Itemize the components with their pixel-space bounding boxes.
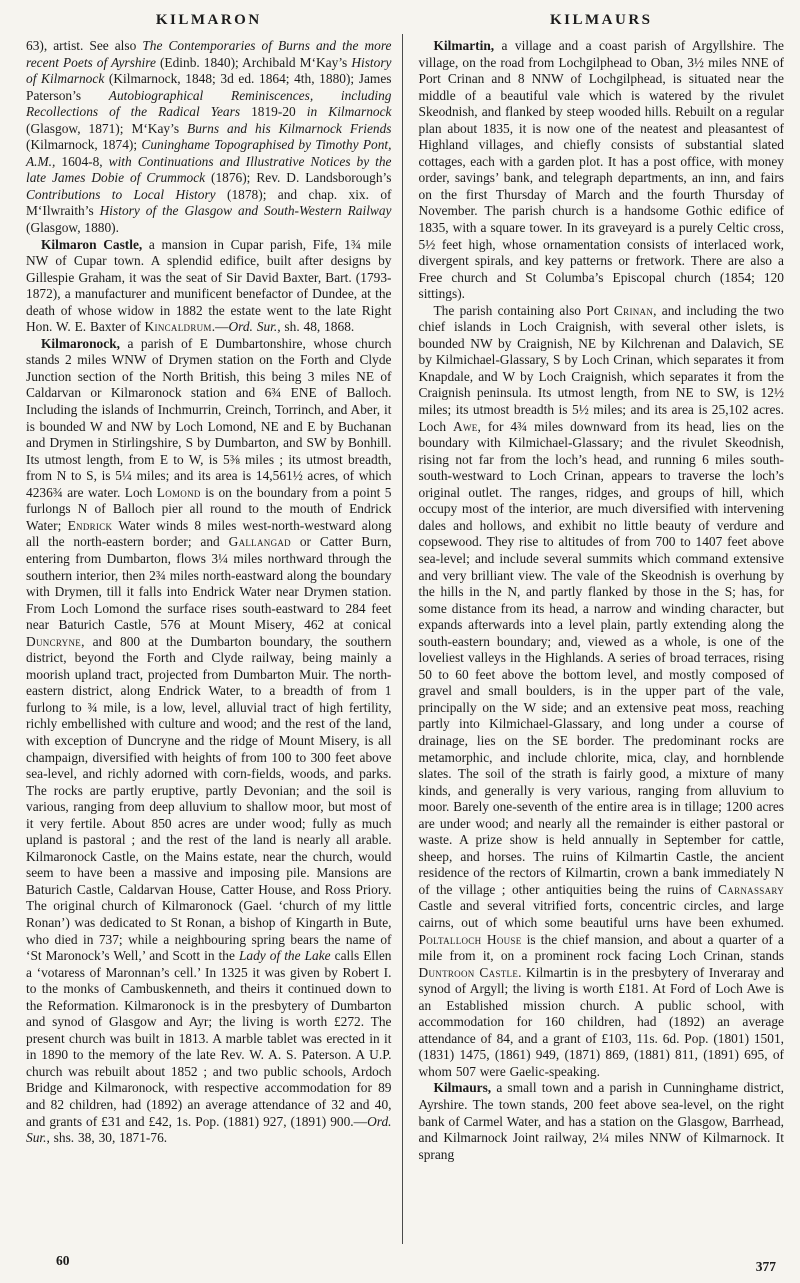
paragraph xyxy=(419,38,785,303)
text-run: (1876); Rev. D. Landsborough’s xyxy=(205,170,392,186)
text-run: (Kilmarnock, 1874); xyxy=(26,137,142,153)
page-number-right: 377 xyxy=(755,1259,776,1274)
text-run: Carnassary xyxy=(718,881,784,897)
left-column xyxy=(26,8,405,1163)
text-run: is on the boundary from a point 5 furlongs N of Balloch pier all round to the mouth of Endrick Water; xyxy=(26,484,392,533)
text-run: 1604-8, xyxy=(55,153,109,169)
text-run: (1878); and chap. xix. of M‘Ilwraith’s xyxy=(26,186,392,219)
text-run: Burns and his Kilmarnock Friends xyxy=(187,120,392,136)
text-run: Crinan xyxy=(613,302,654,318)
text-run: in Kilmarnock xyxy=(306,104,392,120)
text-run: Duntroon Castle xyxy=(418,964,519,980)
text-run: , shs. 38, 30, 1871-76. xyxy=(46,1130,168,1146)
text-run: Lomond xyxy=(156,484,201,500)
text-run: Kilmaron Castle, xyxy=(41,236,143,252)
text-run: . Kilmartin is in the presbytery of Inveraray and synod of Argyll; the living is worth £181. At Ford of Loch Awe is an Established mission church. A public school, with accommodation for 160 children, had (1892) an average attendance of 84, and a grant of £103, 11s. 6d. Pop. (1801) 1501, (1831) 1475, (1861) 949, (1871) 869, (1881) 811, (1891) 695, of whom 507 were Gaelic-speaking. xyxy=(418,964,784,1079)
text-run: Water winds 8 miles west-north-westward along all the north-eastern border; and xyxy=(26,517,392,550)
text-run: Kilmaurs, xyxy=(433,1080,492,1096)
text-run: Ord. Sur. xyxy=(26,1113,392,1146)
text-run: , and 800 at the Dumbarton boundary, the southern district, beyond the Forth and Clyde railway, being mainly a moorish upland tract, projected from Dumbarton Muir. The north-eastern district, along Endrick Water, to a breadth of from 1 furlong to ¾ mile, is a low, level, alluvial tract of high fertility, richly embellished with culture and wood; and the rest of the land, with exception of Duncryne and the ridge of Mount Misery, is all champaign, diversified with heights of from 100 to 300 feet above sea-level, and richly adorned with corn-fields, woods, and parks. The rocks are partly eruptive, partly Devonian; and the soil is various, ranging from deep alluvium to shallow moor, but most of it very fertile. About 850 acres are under wood; fully as much upland is pastoral ; and the rest of the land is nearly all arable. Kilmaronock Castle, on the Mains estate, near the church, would seem to have been a massive and imposing pile. Mansions are Baturich Castle, Caldarvan House, Catter House, and Ross Priory. The original church of Kilmaronock (Gael. ‘church of my little Ronan’) was dedicated to St Ronan, a bishop of Kingarth in Bute, who died in 737; while a neighbouring spring bears the name of ‘St Maronock’s Well,’ and Scott in the xyxy=(26,633,392,964)
text-run: is the chief mansion, and about a quarter of a mile from it, on a prominent rock facing Loch Crinan, stands xyxy=(418,931,784,964)
text-run: (Kilmarnock, 1848; 3d ed. 1864; 4th, 1880); James Paterson’s xyxy=(26,71,392,103)
column-divider xyxy=(402,34,403,1244)
text-run: (Edinb. 1840); Archibald M‘Kay’s xyxy=(155,54,352,70)
text-run: History of the Glasgow and South-Western Railway xyxy=(99,203,392,219)
text-run: Kilmaronock, xyxy=(41,335,120,351)
text-run: , for 4¾ miles downward from its head, lies on the boundary with Kilmichael-Glassary; and the rivulet Skeodnish, rising not far from the loch’s head, and running 6 miles south-south-westward to Loch Crinan, appears to traverse the loch’s original outlet. The ranges, ridges, and groups of hill, which occupy most of the interior, are much diversified with intervening dales and hollows, and exhibit no little beauty of verdure and copsewood. They rise to altitudes of from 700 to 1407 feet above sea-level; and include several summits which command extensive and very brilliant view. The vale of the Skeodnish is overhung by the hills in the N, and partly flanked by those in the S; has, for some distance from its head, a narrow and winding character, but expands afterwards into a level plain, partly extending along the south-eastern boundary; and, viewed as a whole, is one of the loveliest valleys in the Highlands. A series of broad terraces, rising 50 to 60 feet above the bottom level, and mostly composed of gravel and small boulders, is in the upper part of the vale, principally on the W side; and an extensive peat moss, reaching partly into Kilmichael-Glassary, and long under a course of drainage, lies on the SE border. The predominant rocks are metamorphic, and include chlorite, mica, clay, and hornblende slates. The soil of the strath is fairly good, a mixture of many kinds, and generally is very various, ranging from alluvium to moor. Barely one-seventh of the entire area is in tillage; 1200 acres are under wood; and nearly all the remainder is either pastoral or waste. A prize show is held annually in September for cattle, sheep, and horses. The ruins of Kilmartin Castle, the ancient residence of the rectors of Kilmartin, crown a bank immediately N of the village ; other antiquities being the ruins of xyxy=(418,418,784,897)
text-run: Contributions to Local History xyxy=(26,186,216,202)
text-run: 63), artist. See also xyxy=(26,38,143,53)
text-run: a village and a coast parish of Argyllshire. The village, on the road from Lochgilphead to Oban, 3½ miles NNE of Port Crinan and 8 NNW of Lochgilphead, is situated near the middle of a beautiful vale which is watered by the rivulet Skeodnish, and flanked by steep wooded hills. Rebuilt on a regular plan about 1835, it is now one of the neatest and pleasantest of Highland villages, and chiefly consists of substantial slated cottages, each with a garden plot. It has a post office, with money order, savings’ bank, and telegraph departments, an inn, and fairs on the first Thursday of March and the fourth Thursday of November. The parish church is a handsome Gothic edifice of 1835, with a square tower. In its graveyard is a purely Celtic cross, 5½ feet high, whose ornamentation consists of interlaced work, divergent spirals, and key patterns or fretwork. There are also a Free church and St Columba’s Episcopal church (1854; 120 sittings). xyxy=(418,38,784,302)
text-run: 1819-20 xyxy=(240,104,307,120)
page-number-left: 60 xyxy=(56,1253,70,1268)
text-run: calls Ellen a ‘votaress of Maronnan’s cell.’ In 1325 it was given by Robert I. to the monks of Cambuskenneth, and theirs it continued down to the Reformation. Kilmaronock is in the presbytery of Dumbarton and synod of Glasgow and Ayr; the living is worth £272. The present church was built in 1813. A marble tablet was erected in it in 1890 to the memory of the late Rev. W. A. S. Paterson. A U.P. church was rebuilt about 1852 ; and two public schools, Ardoch Bridge and Kilmaronock, with respective accommodation for 89 and 82 children, had (1892) an average attendance of 32 and 40, and grants of £31 and £42, 1s. Pop. (1881) 927, (1891) 900.— xyxy=(26,948,392,1129)
right-running-header: KILMAURS xyxy=(549,12,653,28)
left-column-text xyxy=(26,38,392,1147)
text-run: Lady of the Lake xyxy=(238,948,331,964)
paragraph xyxy=(26,38,392,237)
text-run: Castle and several vitrified forts, concentric circles, and large cairns, out of which some beautiful urns have been exhumed. xyxy=(418,898,784,930)
text-run: (Glasgow, 1880). xyxy=(26,220,119,236)
left-running-header: KILMARON xyxy=(155,12,262,28)
text-run: Gallangad xyxy=(228,534,291,550)
text-run: a small town and a parish in Cunninghame district, Ayrshire. The town stands, 200 feet above sea-level, on the right bank of Carmel Water, and has a station on the Glasgow, Barrhead, and Kilmarnock Joint railway, 2¼ miles NNW of Kilmarnock. It sprang xyxy=(418,1080,784,1162)
text-run: The Contemporaries of Burns and the more recent Poets of Ayrshire xyxy=(26,38,392,70)
text-run: Poltalloch House xyxy=(418,931,522,947)
text-run: with Continuations and Illustrative Notices by the late James Dobie of Crummock xyxy=(26,153,392,186)
text-run: Endrick xyxy=(67,517,113,533)
text-run: or Catter Burn, entering from Dumbarton, flows 3¼ miles northward through the southern interior, then 2¾ miles north-eastward along the boundary with Drymen, till it falls into Endrick Water near Drymen station. From Loch Lomond the surface rises south-eastward to 284 feet near Baturich Castle, 576 at Mount Misery, 462 at conical xyxy=(26,534,392,633)
paragraph xyxy=(26,237,392,336)
text-run: a mansion in Cupar parish, Fife, 1¾ mile NW of Cupar town. A splendid edifice, built after designs by Gillespie Graham, it was the seat of Sir David Baxter, Bart. (1793-1872), a manufacturer and munificent benefactor of Dundee, at the death of whose widow in 1882 the estate went to the late Right Hon. W. E. Baxter of xyxy=(26,236,392,335)
paragraph xyxy=(419,303,785,1081)
text-run: Ord. Sur. xyxy=(228,319,278,335)
text-run: a parish of E Dumbartonshire, whose church stands 2 miles WNW of Drymen station on the Forth and Clyde Junction section of the North British, this being 3 miles NE of Caldarvan or Kilmaronock station and 6¾ ENE of Balloch. Including the islands of Inchmurrin, Creinch, Torrinch, and Aber, it is bounded W and NW by Loch Lomond, NE and E by Buchanan and Drymen in Stirlingshire, S by Dumbarton, and SW by Bonhill. Its utmost length, from E to W, is 5⅜ miles ; its utmost breadth, from N to S, is 5¼ miles; and its area is 14,561½ acres, of which 4236¾ are water. Loch xyxy=(26,335,392,500)
right-column-text xyxy=(419,38,785,1163)
text-run: The parish containing also Port xyxy=(433,302,614,318)
text-run: .— xyxy=(211,319,229,335)
paragraph xyxy=(419,1080,785,1163)
text-run: (Glasgow, 1871); M‘Kay’s xyxy=(26,120,188,136)
paragraph xyxy=(26,336,392,1147)
text-run: Autobiographical Reminiscences, including Recollections of the Radical Years xyxy=(26,87,392,120)
right-column xyxy=(405,8,785,1163)
text-run: Kilmartin, xyxy=(433,38,495,53)
text-run: History of Kilmarnock xyxy=(26,54,392,87)
text-run: Awe xyxy=(452,418,478,434)
text-run: , sh. 48, 1868. xyxy=(277,319,355,335)
text-run: Kincaldrum xyxy=(144,319,212,335)
text-run: Duncryne xyxy=(26,633,82,649)
text-run: , and including the two chief islands in Loch Craignish, with several other islets, is bounded NW by Craignish, NE by Kilchrenan and Dalavich, SE by Kilmichael-Glassary, S by Loch Crinan, which separates it from Knapdale, and W by Loch Craignish, which separates it from the Craignish peninsula. Its utmost length, from NE to SW, is 12½ miles; its utmost breadth is 5½ miles; and its area is 25,102 acres. Loch xyxy=(418,302,784,434)
text-run: Cuninghame Topographised by Timothy Pont, A.M., xyxy=(26,137,392,169)
